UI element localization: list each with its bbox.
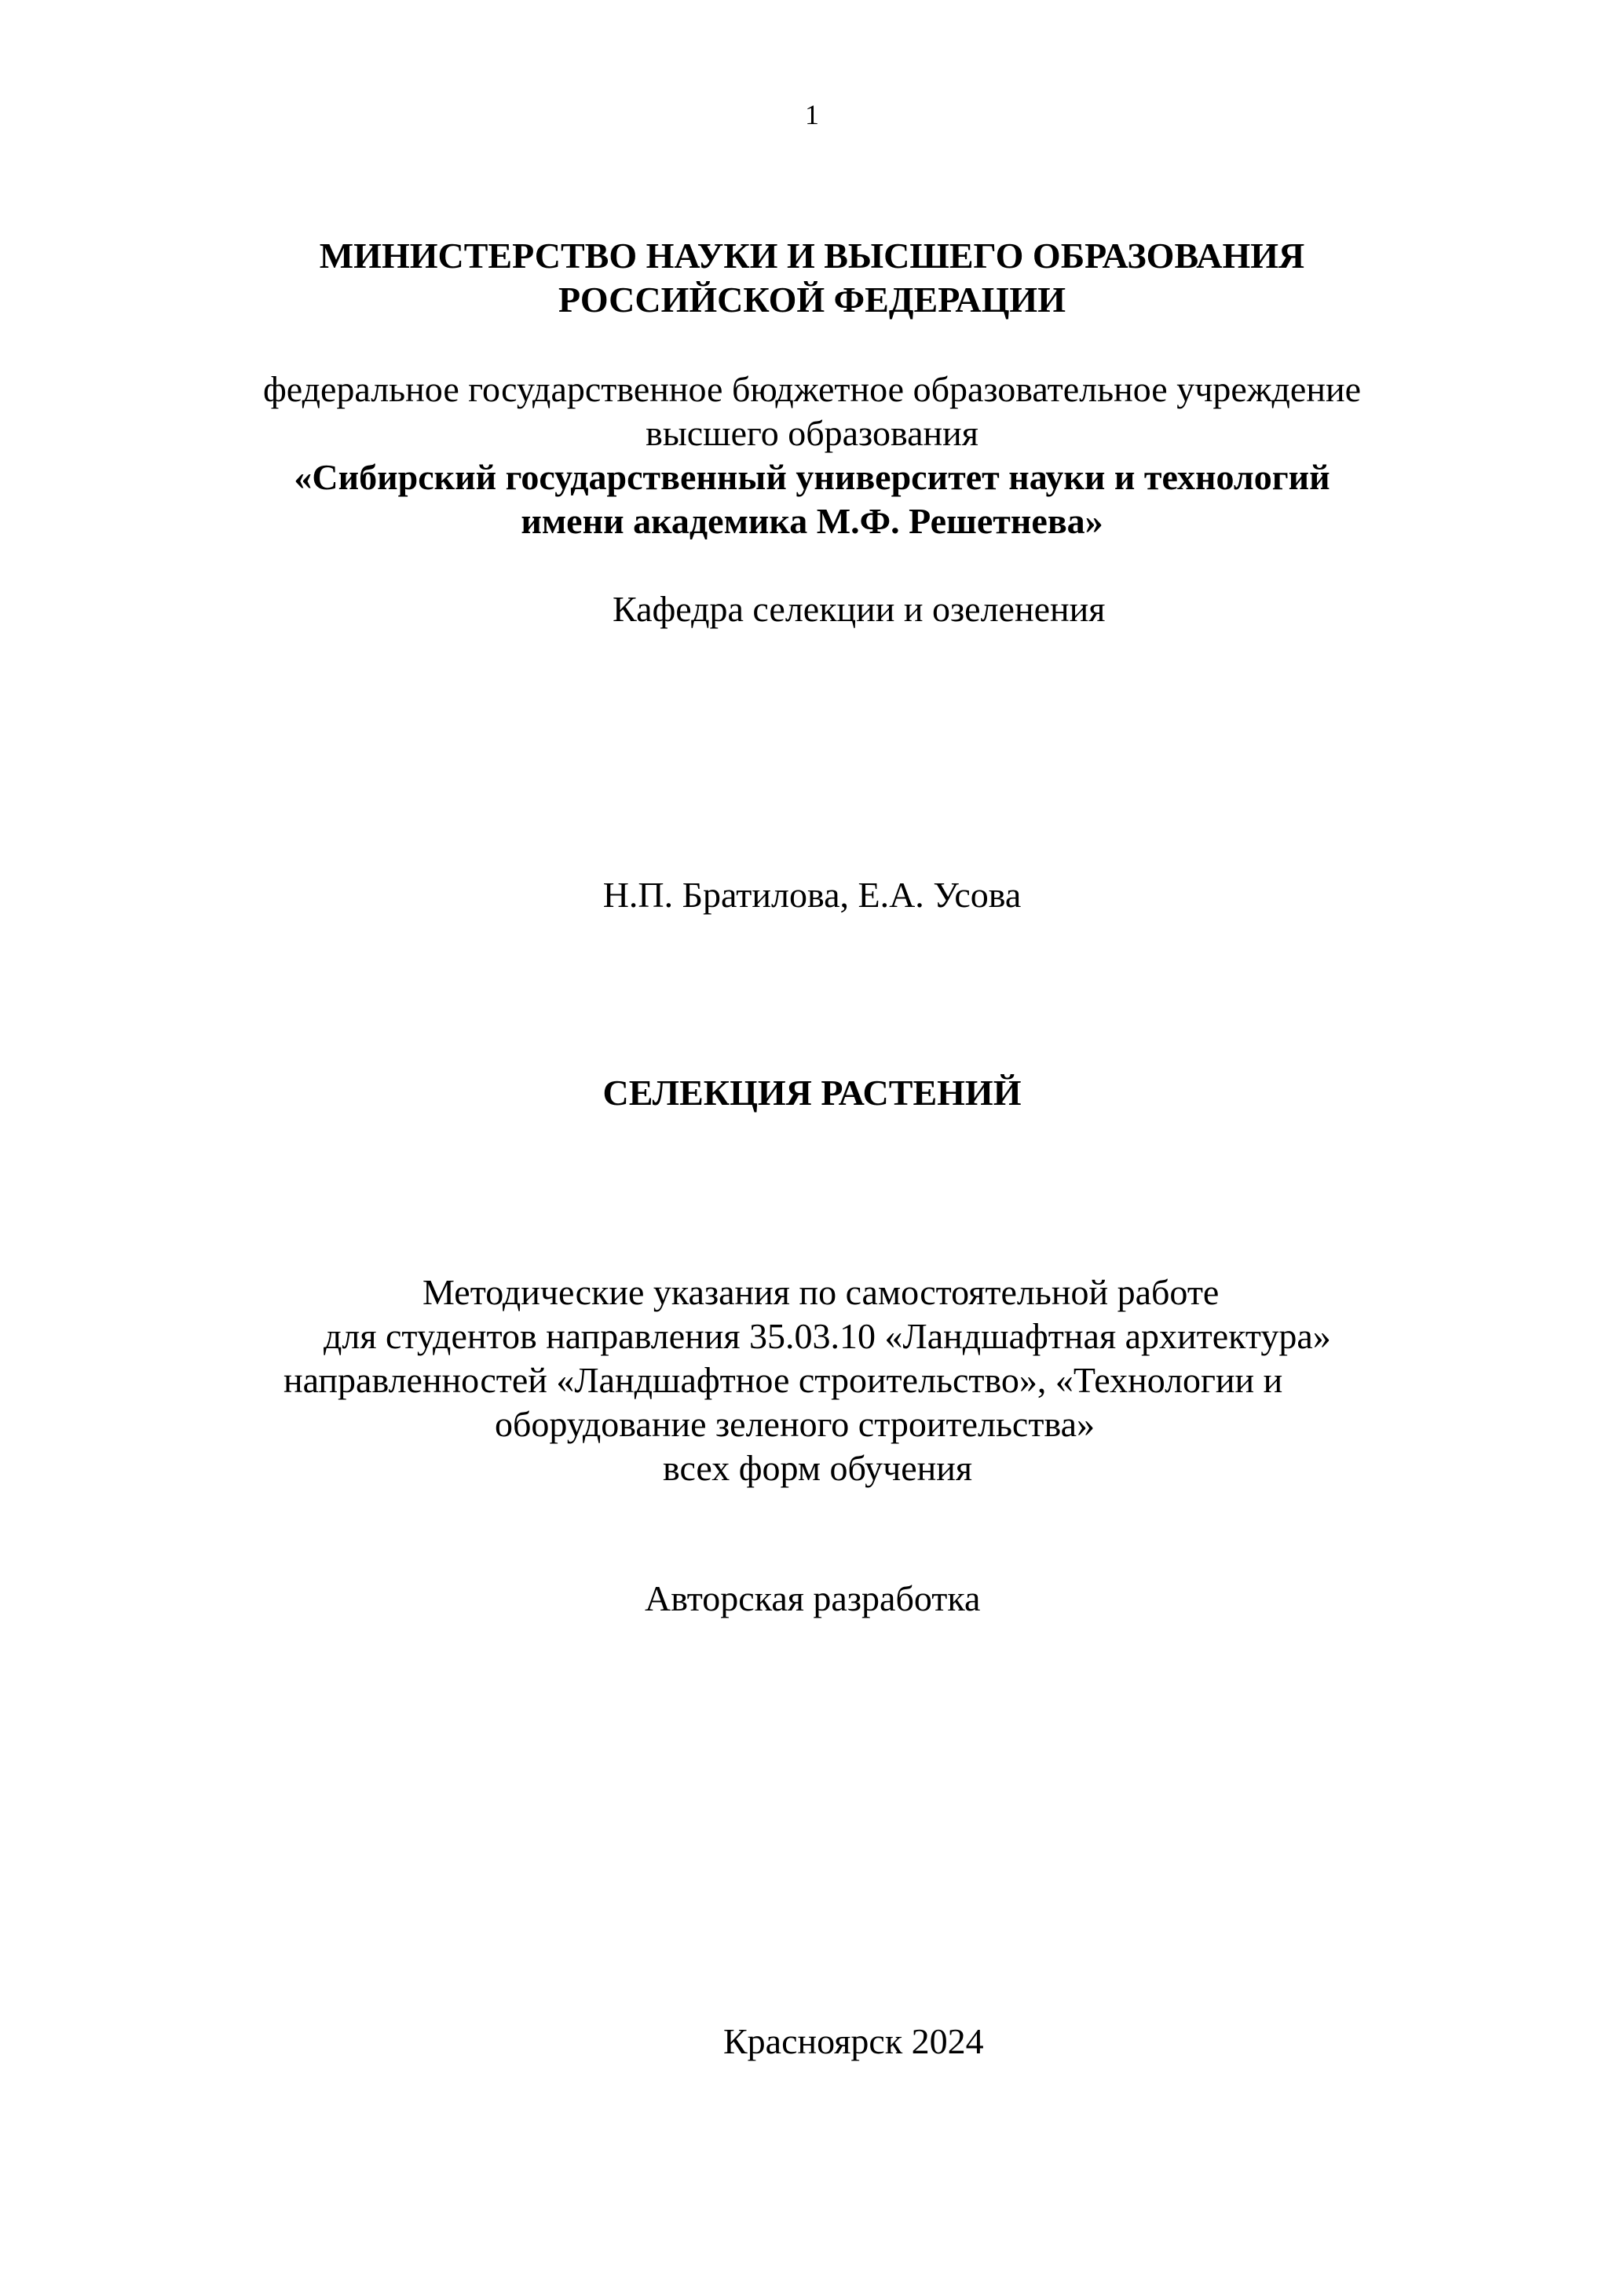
- description-line-2: для студентов направления 35.03.10 «Ландшафтная архитектура»: [324, 1316, 1331, 1356]
- place-and-year: Красноярск 2024: [723, 2021, 984, 2061]
- description-line-4: оборудование зеленого строительства»: [495, 1404, 1095, 1444]
- description-line-5: всех форм обучения: [663, 1448, 973, 1488]
- document-title: СЕЛЕКЦИЯ РАСТЕНИЙ: [602, 1073, 1022, 1113]
- page-number: 1: [805, 99, 819, 130]
- ministry-line-1: МИНИСТЕРСТВО НАУКИ И ВЫСШЕГО ОБРАЗОВАНИЯ: [319, 236, 1305, 276]
- university-name-line-1: «Сибирский государственный университет науки и технологий: [294, 457, 1330, 497]
- authors: Н.П. Братилова, Е.А. Усова: [602, 875, 1022, 915]
- institution-type-line-1: федеральное государственное бюджетное образовательное учреждение: [262, 369, 1362, 409]
- ministry-line-2: РОССИЙСКОЙ ФЕДЕРАЦИИ: [558, 280, 1066, 320]
- department-name: Кафедра селекции и озеленения: [613, 589, 1106, 629]
- institution-type-line-2: высшего образования: [646, 413, 978, 453]
- university-name-line-2: имени академика М.Ф. Решетнева»: [521, 501, 1103, 541]
- development-type: Авторская разработка: [645, 1578, 981, 1618]
- description-line-3: направленностей «Ландшафтное строительство», «Технологии и: [283, 1360, 1283, 1400]
- description-line-1: Методические указания по самостоятельной работе: [422, 1272, 1220, 1312]
